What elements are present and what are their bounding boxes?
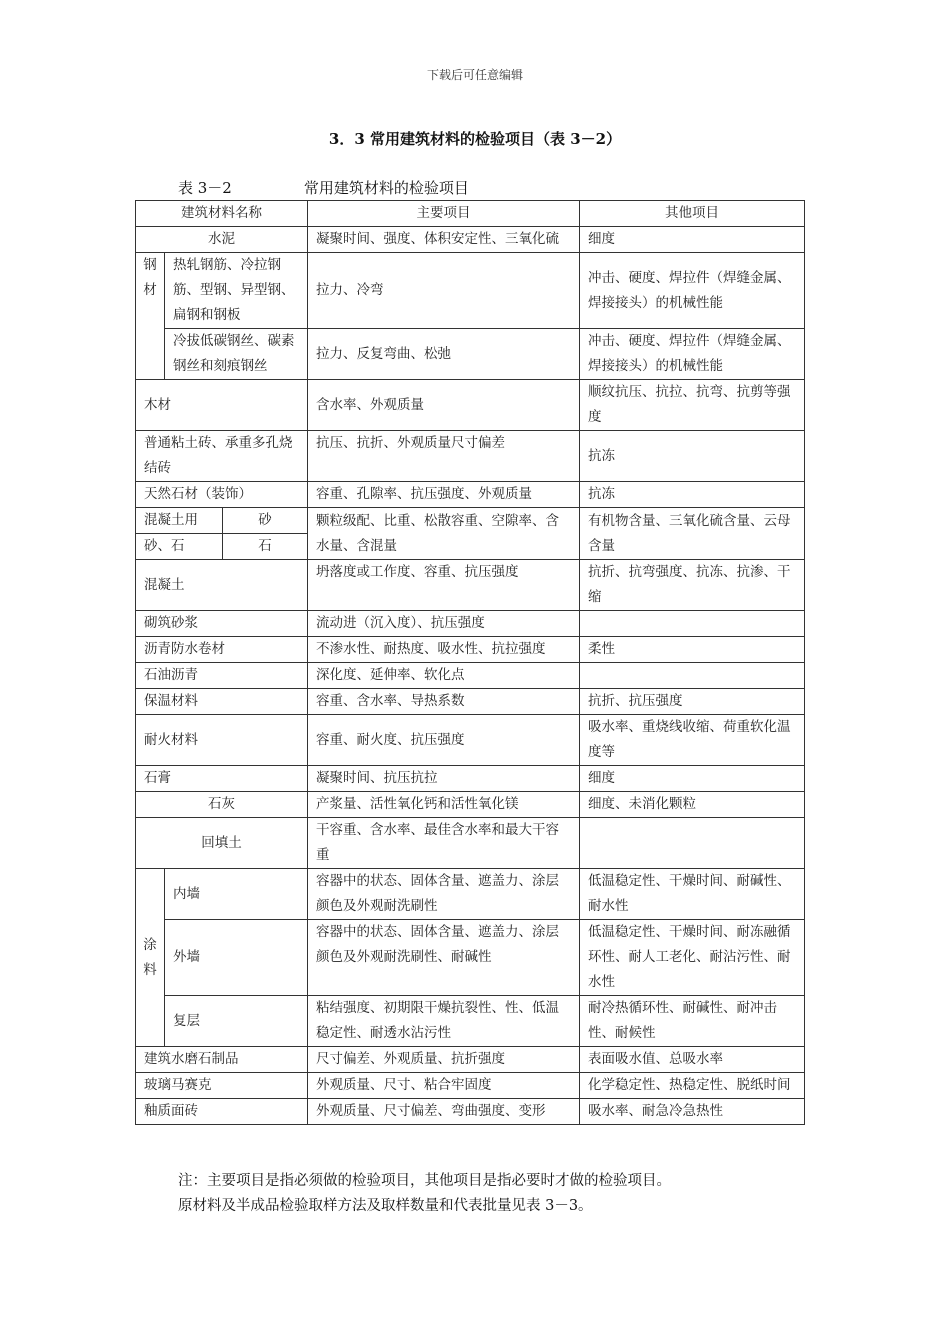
table-row <box>136 689 805 715</box>
main-items: 凝聚时间、强度、体积安定性、三氧化硫 <box>308 227 580 253</box>
other-items: 吸水率、重烧线收缩、荷重软化温度等 <box>580 715 805 766</box>
main-items: 外观质量、尺寸、粘合牢固度 <box>308 1073 580 1099</box>
coating-group-label: 涂 料 <box>136 869 165 1047</box>
material-name: 耐火材料 <box>136 715 308 766</box>
table-row <box>136 869 805 920</box>
table-row <box>136 766 805 792</box>
table-row <box>136 431 805 482</box>
material-name: 石油沥青 <box>136 663 308 689</box>
material-name: 木材 <box>136 380 308 431</box>
footnote: 注：主要项目是指必须做的检验项目，其他项目是指必要时才做的检验项目。 <box>178 1173 671 1189</box>
table-row <box>136 715 805 766</box>
table-row <box>136 380 805 431</box>
other-items: 化学稳定性、热稳定性、脱纸时间 <box>580 1073 805 1099</box>
material-name: 建筑水磨石制品 <box>136 1047 308 1073</box>
main-items: 含水率、外观质量 <box>308 380 580 431</box>
steel-group-label: 钢 材 <box>136 253 165 380</box>
main-items: 坍落度或工作度、容重、抗压强度 <box>308 560 580 611</box>
other-items <box>580 818 805 869</box>
other-items: 冲击、硬度、焊拉件（焊缝金属、焊接接头）的机械性能 <box>580 329 805 380</box>
table-caption <box>178 177 469 198</box>
material-name: 砌筑砂浆 <box>136 611 308 637</box>
material-name: 外墙 <box>165 920 308 996</box>
table-row <box>136 637 805 663</box>
main-items: 产浆量、活性氧化钙和活性氧化镁 <box>308 792 580 818</box>
other-items: 耐冷热循环性、耐碱性、耐冲击性、耐候性 <box>580 996 805 1047</box>
table-row <box>136 920 805 996</box>
table-row <box>136 1047 805 1073</box>
other-items: 细度、未消化颗粒 <box>580 792 805 818</box>
table-row <box>136 560 805 611</box>
table-row <box>136 996 805 1047</box>
material-name: 石灰 <box>136 792 308 818</box>
material-name: 保温材料 <box>136 689 308 715</box>
table-row <box>136 611 805 637</box>
main-items: 容器中的状态、固体含量、遮盖力、涂层颜色及外观耐洗刷性 <box>308 869 580 920</box>
other-items: 表面吸水值、总吸水率 <box>580 1047 805 1073</box>
other-items: 冲击、硬度、焊拉件（焊缝金属、焊接接头）的机械性能 <box>580 253 805 329</box>
other-items: 柔性 <box>580 637 805 663</box>
inspection-table <box>135 200 805 1125</box>
sub-material-sand: 砂 <box>223 508 308 534</box>
other-items: 细度 <box>580 227 805 253</box>
material-name: 混凝土 <box>136 560 308 611</box>
main-items: 干容重、含水率、最佳含水率和最大干容重 <box>308 818 580 869</box>
table-row <box>136 227 805 253</box>
main-items: 尺寸偏差、外观质量、抗折强度 <box>308 1047 580 1073</box>
main-items: 容重、耐火度、抗压强度 <box>308 715 580 766</box>
material-name: 普通粘土砖、承重多孔烧结砖 <box>136 431 308 482</box>
main-items: 凝聚时间、抗压抗拉 <box>308 766 580 792</box>
material-name: 混凝土用 <box>136 508 223 534</box>
table-header-row <box>136 201 805 227</box>
material-name: 冷拔低碳钢丝、碳素钢丝和刻痕钢丝 <box>165 329 308 380</box>
other-items: 有机物含量、三氧化硫含量、云母含量 <box>580 508 805 560</box>
material-name: 天然石材（装饰） <box>136 482 308 508</box>
table-row <box>136 1073 805 1099</box>
other-items <box>580 663 805 689</box>
table-row <box>136 508 805 534</box>
sub-material-gravel: 石 <box>223 534 308 560</box>
table-row <box>136 1099 805 1125</box>
material-name: 水泥 <box>136 227 308 253</box>
header-other: 其他项目 <box>580 201 805 227</box>
header-main: 主要项目 <box>308 201 580 227</box>
other-items: 低温稳定性、干燥时间、耐冻融循环性、耐人工老化、耐沾污性、耐水性 <box>580 920 805 996</box>
main-items: 抗压、抗折、外观质量尺寸偏差 <box>308 431 580 482</box>
other-items: 抗冻 <box>580 482 805 508</box>
other-items: 低温稳定性、干燥时间、耐碱性、耐水性 <box>580 869 805 920</box>
material-name: 沥青防水卷材 <box>136 637 308 663</box>
material-name: 热轧钢筋、冷拉钢筋、型钢、异型钢、扁钢和钢板 <box>165 253 308 329</box>
caption-label: 表 3－2 <box>178 179 232 197</box>
table-row <box>136 253 805 329</box>
table-row <box>136 663 805 689</box>
material-name: 回填土 <box>136 818 308 869</box>
main-items: 不渗水性、耐热度、吸水性、抗拉强度 <box>308 637 580 663</box>
main-items: 拉力、反复弯曲、松弛 <box>308 329 580 380</box>
other-items <box>580 611 805 637</box>
other-items: 吸水率、耐急冷急热性 <box>580 1099 805 1125</box>
section-title: 3．3 常用建筑材料的检验项目（表 3－2） <box>328 130 622 148</box>
material-name: 复层 <box>165 996 308 1047</box>
material-name: 玻璃马赛克 <box>136 1073 308 1099</box>
table-row <box>136 482 805 508</box>
main-items: 粘结强度、初期限干燥抗裂性、性、低温稳定性、耐透水沾污性 <box>308 996 580 1047</box>
header-note: 下载后可任意编辑 <box>426 68 523 82</box>
header-material: 建筑材料名称 <box>136 201 308 227</box>
material-name-line2: 砂、石 <box>136 534 223 560</box>
main-items: 容器中的状态、固体含量、遮盖力、涂层颜色及外观耐洗刷性、耐碱性 <box>308 920 580 996</box>
material-name: 釉质面砖 <box>136 1099 308 1125</box>
reference-note: 原材料及半成品检验取样方法及取样数量和代表批量见表 3－3。 <box>178 1198 593 1214</box>
main-items: 容重、孔隙率、抗压强度、外观质量 <box>308 482 580 508</box>
other-items: 抗折、抗弯强度、抗冻、抗渗、干缩 <box>580 560 805 611</box>
main-items: 容重、含水率、导热系数 <box>308 689 580 715</box>
other-items: 顺纹抗压、抗拉、抗弯、抗剪等强度 <box>580 380 805 431</box>
caption-title: 常用建筑材料的检验项目 <box>303 179 469 197</box>
main-items: 深化度、延伸率、软化点 <box>308 663 580 689</box>
table-row <box>136 329 805 380</box>
main-items: 拉力、冷弯 <box>308 253 580 329</box>
other-items: 抗冻 <box>580 431 805 482</box>
table-row <box>136 818 805 869</box>
main-items: 颗粒级配、比重、松散容重、空隙率、含水量、含混量 <box>308 508 580 560</box>
material-name: 内墙 <box>165 869 308 920</box>
other-items: 细度 <box>580 766 805 792</box>
main-items: 流动进（沉入度）、抗压强度 <box>308 611 580 637</box>
main-items: 外观质量、尺寸偏差、弯曲强度、变形 <box>308 1099 580 1125</box>
other-items: 抗折、抗压强度 <box>580 689 805 715</box>
material-name: 石膏 <box>136 766 308 792</box>
table-row <box>136 792 805 818</box>
